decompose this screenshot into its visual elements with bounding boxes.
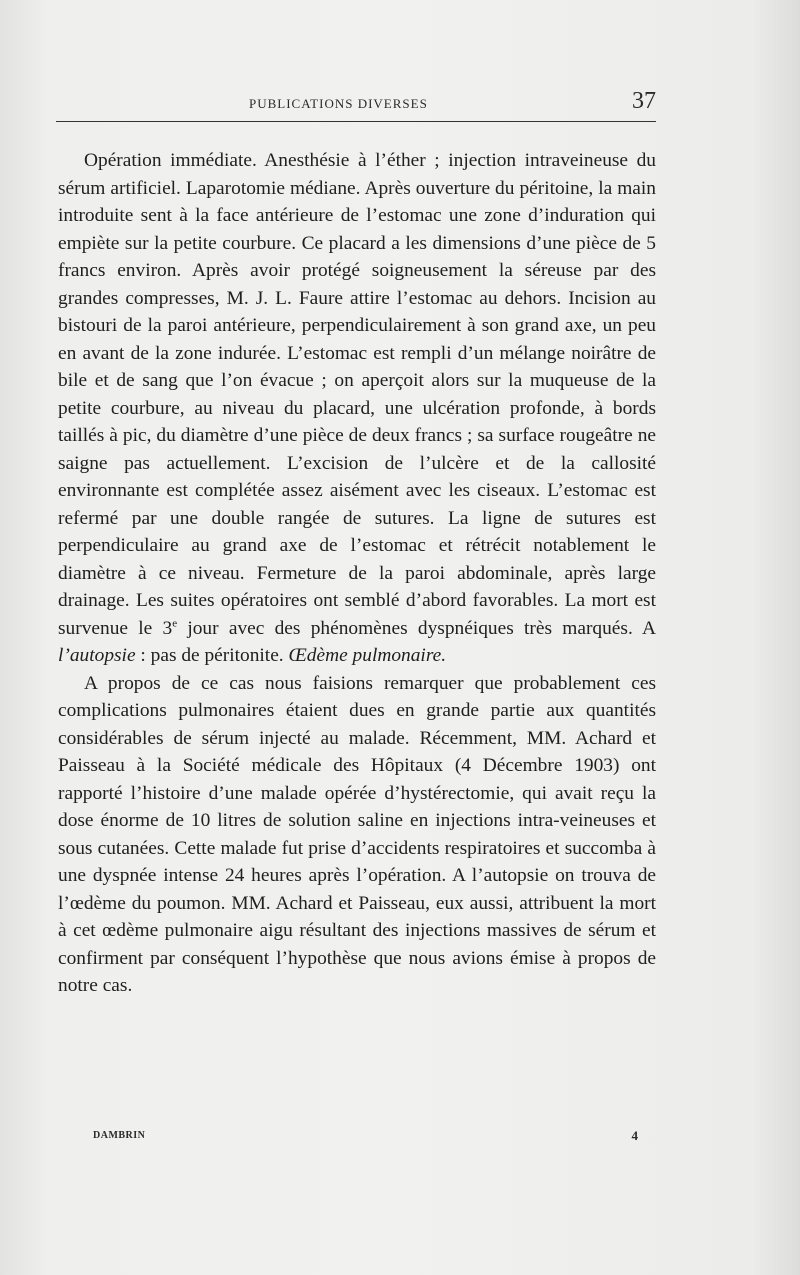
paragraph-1-text-cont: jour avec des phénomènes dyspnéiques très marqués. A (177, 617, 656, 639)
printer-signature: DAMBRIN (93, 1130, 146, 1141)
paragraph-discussion: A propos de ce cas nous faisions remarquer que probablement ces complications pulmonaires étaient dues en grande partie aux quantités considérables de sérum injecté au malade. Récemment, MM. Achard et Paisseau à la Société médicale des Hôpitaux (4 Décembre 1903) ont rapporté l’histoire d’une malade opérée d’hystérectomie, qui avait reçu la dose énorme de 10 litres de solution saline en injections intra-veineuses et sous cutanées. Cette malade fut prise d’accidents respiratoires et succomba à une dyspnée intense 24 heures après l’opération. A l’autopsie on trouva de l’œdème du poumon. MM. Achard et Paisseau, eux aussi, attribuent la mort à cet œdème pulmonaire aigu résultant des injections massives de sérum et confirment par conséquent l’hypothèse que nous avions émise à propos de notre cas. (58, 672, 656, 996)
running-head: PUBLICATIONS DIVERSES (249, 96, 428, 111)
italic-autopsie: l’autopsie (58, 645, 136, 666)
italic-oedeme-pulmonaire: Œdème pulmonaire. (288, 645, 447, 666)
paragraph-operation-report (58, 147, 656, 670)
page-number: 37 (632, 88, 656, 114)
paragraph-1-text-cont-2: : pas de péritonite. (135, 645, 289, 666)
sheet-number: 4 (631, 1128, 638, 1143)
page-header (56, 90, 656, 118)
header-rule (56, 121, 656, 122)
body-text (58, 147, 656, 1000)
paragraph-1-text: Opération immédiate. Anesthésie à l’éther ; injection intraveineuse du sérum artificiel. Laparotomie médiane. Après ouverture du péritoine, la main introduite sent à la face antérieure de l’estomac une zone d’induration qui empiète sur la petite courbure. Ce placard a les dimensions d’une pièce de 5 francs environ. Après avoir protégé soigneusement la séreuse par des grandes compresses, M. J. L. Faure attire l’estomac au dehors. Incision au bistouri de la paroi antérieure, perpendiculairement à son grand axe, un peu en avant de la zone indurée. L’estomac est rempli d’un mélange noirâtre de bile et de sang que l’on évacue ; on aperçoit alors sur la muqueuse de la petite courbure, au niveau du placard, une ulcération profonde, à bords taillés à pic, du diamètre d’une pièce de deux francs ; sa surface rougeâtre ne saigne pas actuellement. L’excision de l’ulcère et de la callosité environnante est complétée assez aisément avec les ciseaux. L’estomac est refermé par une double rangée de sutures. La ligne de sutures est perpendiculaire au grand axe de l’estomac et rétrécit notablement le diamètre à ce niveau. Fermeture de la paroi abdominale, après large drainage. Les suites opératoires ont semblé d’abord favorables. La mort est survenue le 3 (58, 150, 656, 639)
ordinal-superscript: e (172, 617, 178, 630)
page-footer (93, 1130, 638, 1150)
